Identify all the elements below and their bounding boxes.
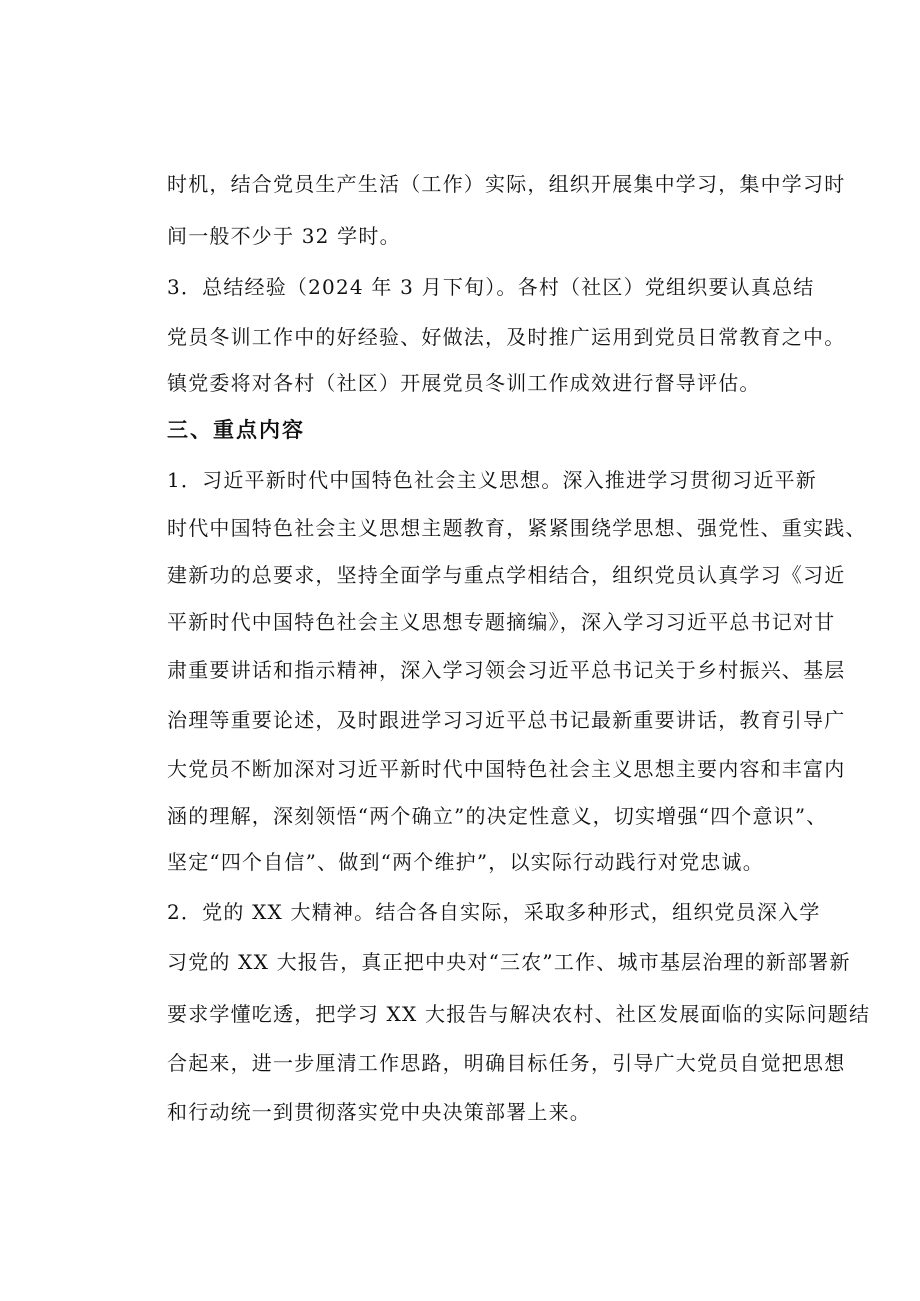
paragraph-line: 党员冬训工作中的好经验、好做法，及时推广运用到党员日常教育之中。 [167, 325, 846, 349]
paragraph-line: 时代中国特色社会主义思想主题教育，紧紧围绕学思想、强党性、重实践、 [167, 516, 867, 540]
section-heading: 三、重点内容 [167, 418, 305, 442]
paragraph-line: 习党的 XX 大报告，真正把中央对“三农”工作、城市基层治理的新部署新 [167, 950, 851, 974]
paragraph-line: 涵的理解，深刻领悟“两个确立”的决定性意义，切实增强“四个意识”、 [167, 804, 828, 828]
paragraph-line: 大党员不断加深对习近平新时代中国特色社会主义思想主要内容和丰富内 [167, 757, 846, 781]
paragraph-line: 坚定“四个自信”、做到“两个维护”，以实际行动践行对党忠诚。 [167, 850, 764, 874]
paragraph-line: 2．党的 XX 大精神。结合各自实际，采取多种形式，组织党员深入学 [167, 900, 821, 924]
paragraph-line: 1．习近平新时代中国特色社会主义思想。深入推进学习贯彻习近平新 [167, 468, 817, 492]
paragraph-line: 建新功的总要求，坚持全面学与重点学相结合，组织党员认真学习《习近 [167, 563, 846, 587]
paragraph-line: 时机，结合党员生产生活（工作）实际，组织开展集中学习，集中学习时 [167, 172, 846, 196]
paragraph-line: 要求学懂吃透，把学习 XX 大报告与解决农村、社区发展面临的实际问题结 [167, 1002, 871, 1026]
paragraph-line: 间一般不少于 32 学时。 [167, 224, 401, 248]
paragraph-line: 和行动统一到贯彻落实党中央决策部署上来。 [167, 1100, 591, 1124]
paragraph-line: 治理等重要论述，及时跟进学习习近平总书记最新重要讲话，教育引导广 [167, 708, 846, 732]
paragraph-line: 肃重要讲话和指示精神，深入学习领会习近平总书记关于乡村振兴、基层 [167, 658, 846, 682]
paragraph-line: 平新时代中国特色社会主义思想专题摘编》，深入学习习近平总书记对甘 [167, 610, 836, 634]
paragraph-line: 合起来，进一步厘清工作思路，明确目标任务，引导广大党员自觉把思想 [167, 1051, 846, 1075]
paragraph-line: 3．总结经验（2024 年 3 月下旬）。各村（社区）党组织要认真总结 [167, 275, 815, 299]
paragraph-line: 镇党委将对各村（社区）开展党员冬训工作成效进行督导评估。 [167, 371, 761, 395]
